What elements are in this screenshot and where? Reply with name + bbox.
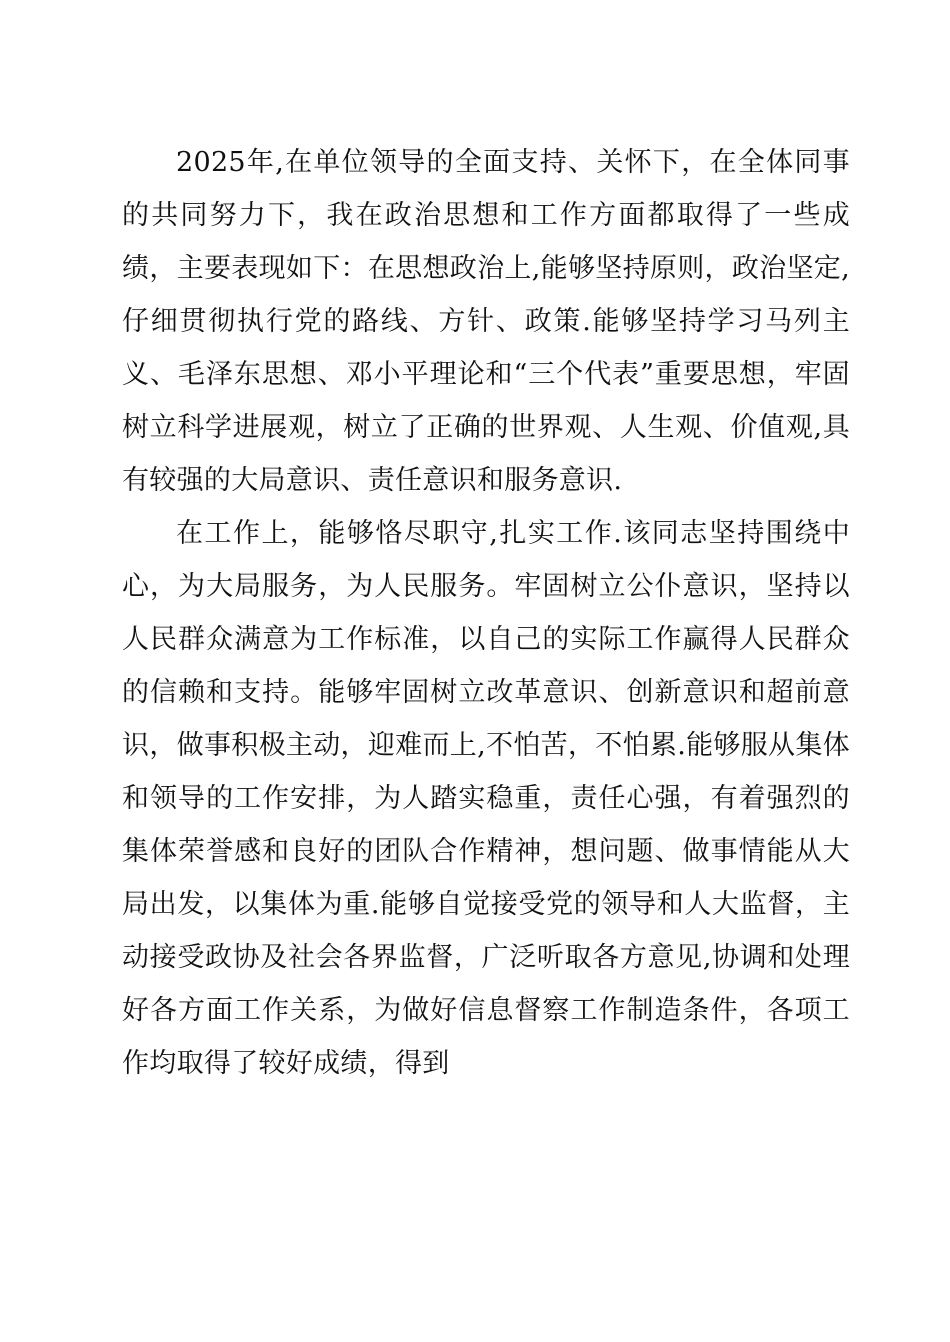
paragraph-2: 在工作上，能够恪尽职守,扎实工作.该同志坚持围绕中心，为大局服务，为人民服务。牢固树立公仆意识，坚持以人民群众满意为工作标准，以自己的实际工作赢得人民群众的信赖和支持。能够牢固树立改革意识、创新意识和超前意识，做事积极主动，迎难而上,不怕苦，不怕累.能够服从集体和领导的工作安排，为人踏实稳重，责任心强，有着强烈的集体荣誉感和良好的团队合作精神，想问题、做事情能从大局出发，以集体为重.能够自觉接受党的领导和人大监督，主动接受政协及社会各界监督，广泛听取各方意见,协调和处理好各方面工作关系，为做好信息督察工作制造条件，各项工作均取得了较好成绩，得到: [122, 518, 850, 1079]
paragraph-1: 2025年,在单位领导的全面支持、关怀下，在全体同事的共同努力下，我在政治思想和工作方面都取得了一些成绩，主要表现如下：在思想政治上,能够坚持原则，政治坚定,仔细贯彻执行党的路线、方针、政策.能够坚持学习马列主义、毛泽东思想、邓小平理论和“三个代表”重要思想，牢固树立科学进展观，树立了正确的世界观、人生观、价值观,具有较强的大局意识、责任意识和服务意识.: [122, 147, 850, 496]
document-body: [122, 136, 850, 1090]
